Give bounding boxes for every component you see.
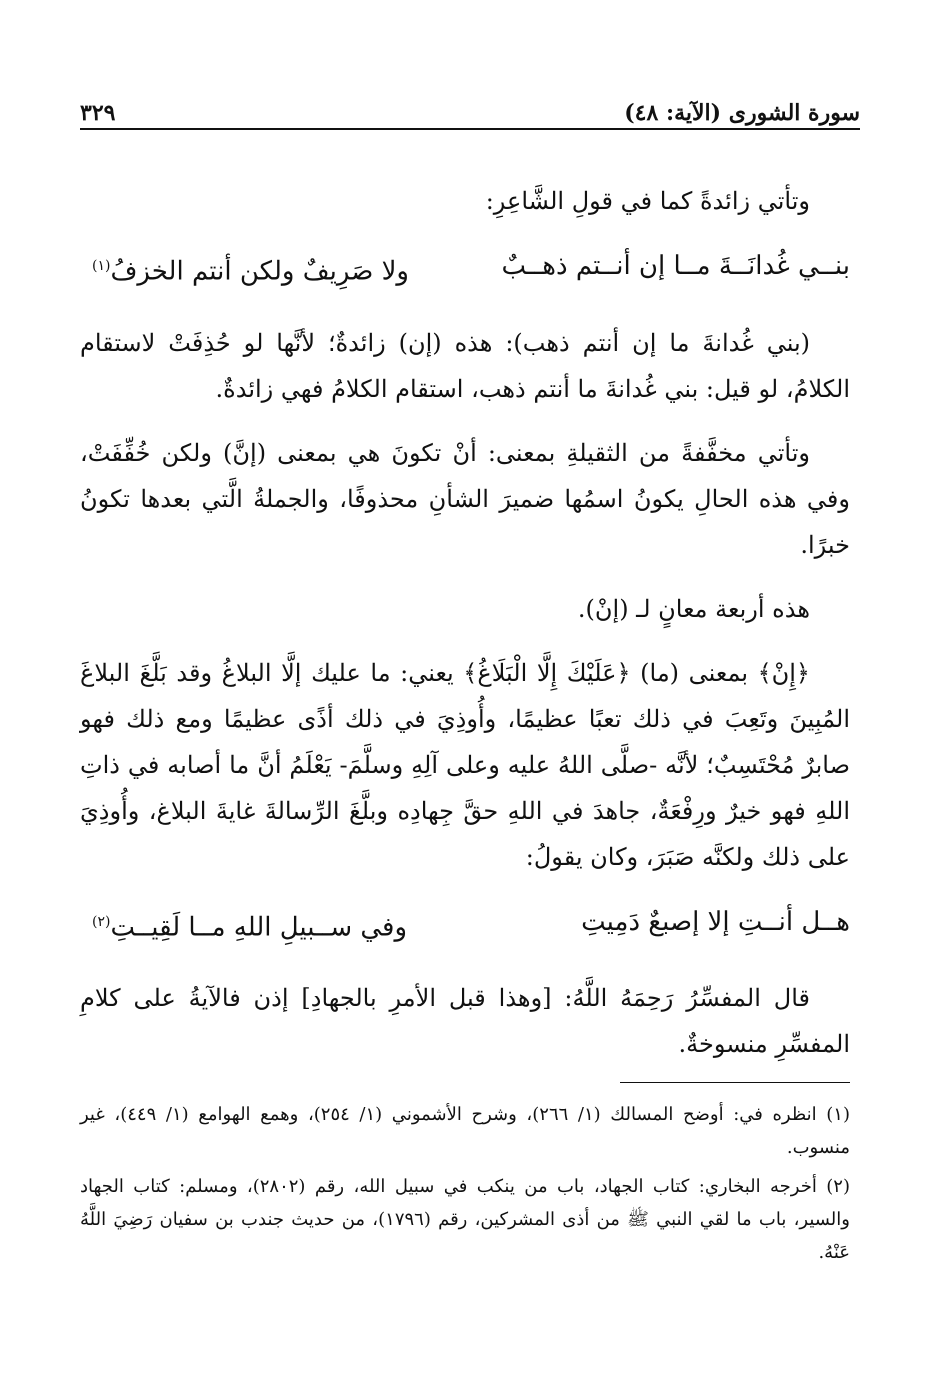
footnote-2: (٢) أخرجه البخاري: كتاب الجهاد، باب من ينكب في سبيل الله، رقم (٢٨٠٢)، ومسلم: كتاب الجهاد والسير، باب ما لقي النبي ﷺ من أذى المشركين، رقم (١٧٩٦)، من حديث جندب بن سفيان رَضِيَ اللَّهُ عَنْهُ. xyxy=(80,1176,850,1263)
verse-2-first-hemistich: هــل أنــتِ إلا إصبعٌ دَمِيتِ xyxy=(581,906,850,937)
paragraph-3: وتأتي مخفَّفةً من الثقيلةِ بمعنى: أنْ تكونَ هي بمعنى (إنَّ) ولكن خُفِّفَتْ، وفي هذه الحالِ يكونُ اسمُها ضميرَ الشأنِ محذوفًا، والجملةُ الَّتي بعدها تكونُ خبرًا. xyxy=(80,438,850,559)
footnote-1: (١) انظره في: أوضح المسالك (١/ ٢٦٦)، وشرح الأشموني (١/ ٢٥٤)، وهمع الهوامع (١/ ٤٤٩)، غير منسوب. xyxy=(80,1104,850,1158)
verse-2-second-hemistich xyxy=(92,898,407,952)
verse-2-second-hemistich-text: وفي ســبيلِ اللهِ مــا لَقِيــتِ xyxy=(110,912,408,943)
page-number: ٣٢٩ xyxy=(80,100,116,126)
main-text xyxy=(80,178,850,1085)
header-divider xyxy=(80,128,860,130)
paragraph-2: (بني غُدانةَ ما إن أنتم ذهب): هذه (إن) زائدةٌ؛ لأنَّها لو حُذِفَتْ لاستقام الكلامُ، لو قيل: بني غُدانةَ ما أنتم ذهب، استقام الكلامُ فهي زائدةٌ. xyxy=(80,328,850,403)
footnote-divider xyxy=(620,1082,850,1083)
footnote-marker-1[interactable]: (١) xyxy=(92,258,111,274)
surah-title: سورة الشورى (الآية: ٤٨) xyxy=(624,100,860,126)
paragraph-5: ﴿إِنْ﴾ بمعنى (ما) ﴿عَلَيْكَ إِلَّا الْبَلَاغُ﴾ يعني: ما عليك إلَّا البلاغُ وقد بَلَّغَ البلاغَ المُبِينَ وتَعِبَ في ذلك تعبًا عظيمًا، وأُوذِيَ في ذلك أذًى عظيمًا ومع ذلك فهو صابرٌ مُحْتَسِبٌ؛ لأنَّه -صلَّى اللهُ عليه وعلى آلِهِ وسلَّمَ- يَعْلَمُ أنَّ ما أصابه في ذاتِ اللهِ فهو خيرٌ ورِفْعَةٌ، جاهدَ في اللهِ حقَّ جِهادِه وبلَّغَ الرِّسالةَ غايةَ البلاغ، وأُوذِيَ على ذلك ولكنَّه صَبَرَ، وكان يقولُ: xyxy=(80,658,850,871)
poetry-verse-2 xyxy=(80,898,850,952)
verse-1-first-hemistich: بنــي غُدانَــةَ مــا إن أنــتم ذهــبٌ xyxy=(501,251,850,281)
footnote-marker-2[interactable]: (٢) xyxy=(92,913,111,930)
verse-1-second-hemistich-text: ولا صَرِيفٌ ولكن أنتم الخزفُ xyxy=(110,256,409,287)
footnotes xyxy=(80,1098,850,1275)
paragraph-6: قال المفسِّرُ رَحِمَهُ اللَّهُ: [وهذا قبل الأمرِ بالجهادِ] إذن فالآيةُ على كلامِ المفسِّرِ منسوخةٌ. xyxy=(80,984,850,1059)
paragraph-4: هذه أربعة معانٍ لـ (إنْ). xyxy=(577,594,810,623)
verse-1-second-hemistich xyxy=(92,242,409,296)
poetry-verse-1 xyxy=(80,242,850,296)
running-header xyxy=(80,100,860,140)
paragraph-1: وتأتي زائدةً كما في قولِ الشَّاعِرِ: xyxy=(485,187,810,215)
